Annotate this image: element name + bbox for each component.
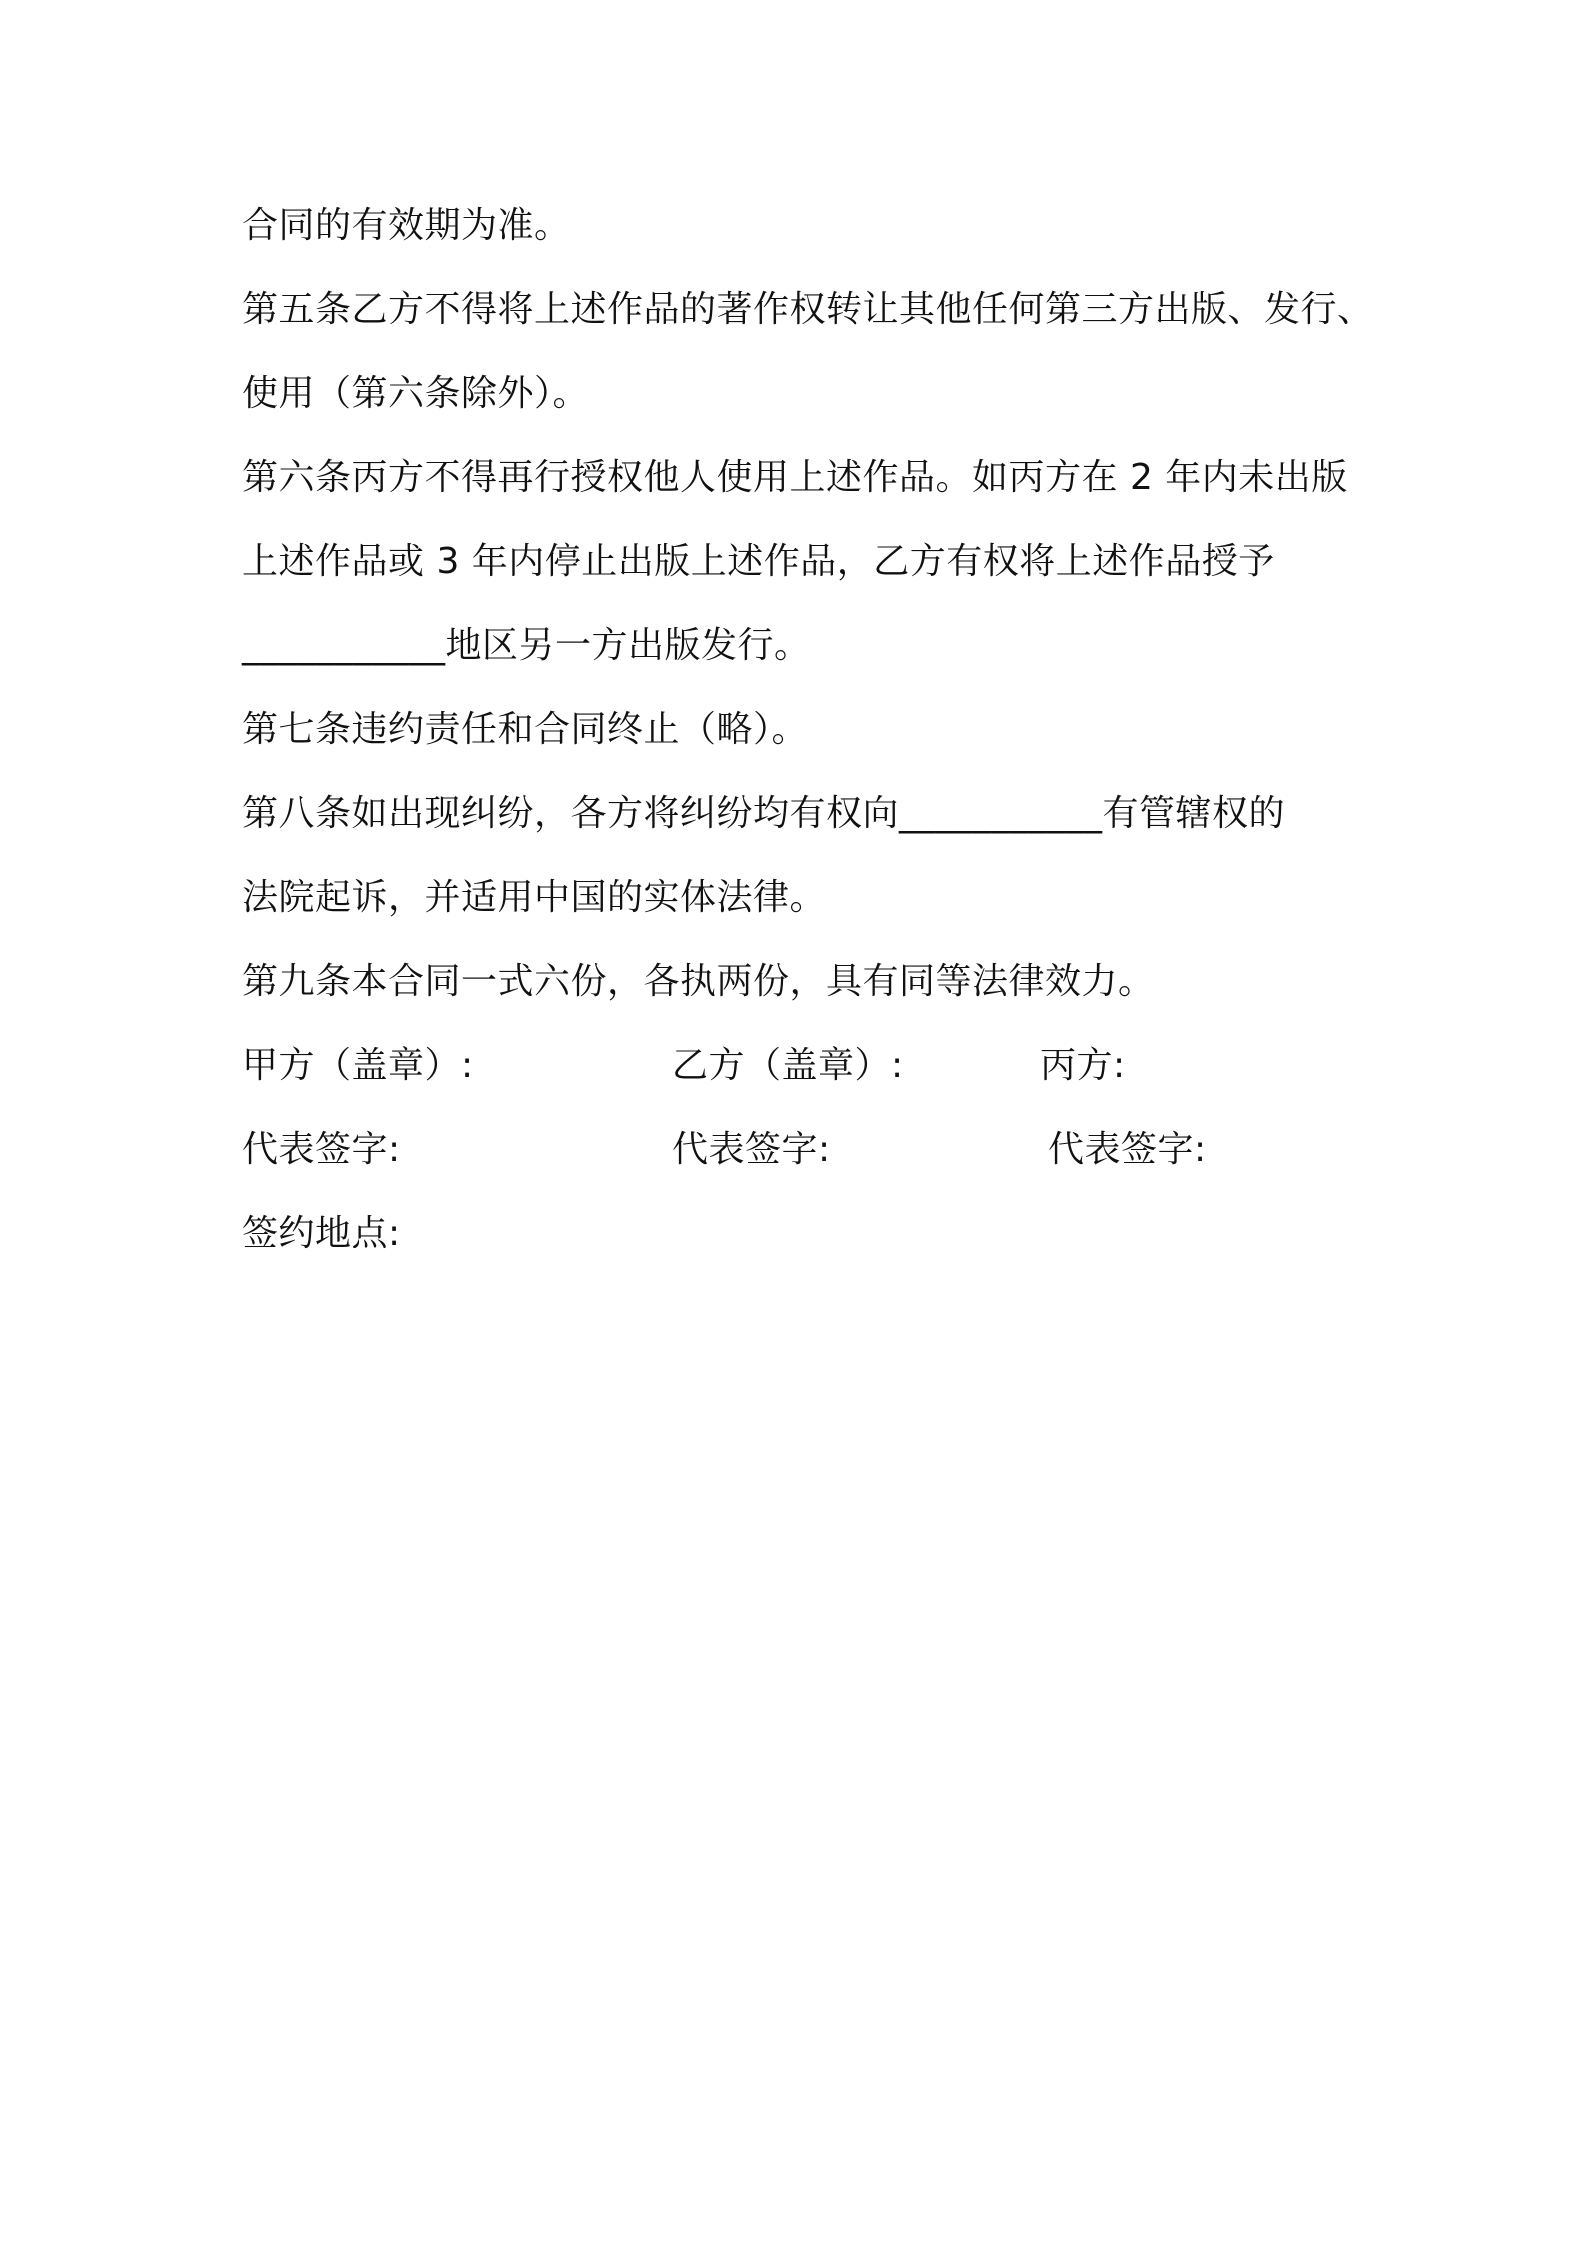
contract-text-line: 第七条违约责任和合同终止（略）。 [242, 709, 809, 750]
contract-text-line: 上述作品或 3 年内停止出版上述作品，乙方有权将上述作品授予 [242, 541, 1275, 582]
signing-location-label: 签约地点: [242, 1213, 401, 1254]
party-b-representative-label: 代表签字: [672, 1129, 831, 1170]
contract-text-line: 第八条如出现纠纷，各方将纠纷均有权向___________有管辖权的 [242, 793, 1286, 834]
contract-text-line: 法院起诉，并适用中国的实体法律。 [242, 877, 827, 918]
contract-text-line: ___________地区另一方出版发行。 [242, 625, 811, 666]
party-a-seal-label: 甲方（盖章）: [242, 1045, 474, 1086]
contract-text-line: 第五条乙方不得将上述作品的著作权转让其他任何第三方出版、发行、 [242, 289, 1374, 330]
party-a-representative-label: 代表签字: [242, 1129, 401, 1170]
contract-text-line: 使用（第六条除外）。 [242, 373, 590, 414]
contract-text-line: 合同的有效期为准。 [242, 205, 571, 246]
party-c-representative-label: 代表签字: [1048, 1129, 1207, 1170]
contract-text-line: 第九条本合同一式六份，各执两份，具有同等法律效力。 [242, 961, 1155, 1002]
party-c-label: 丙方: [1040, 1045, 1126, 1086]
contract-text-line: 第六条丙方不得再行授权他人使用上述作品。如丙方在 2 年内未出版 [242, 457, 1348, 498]
party-b-seal-label: 乙方（盖章）: [672, 1045, 904, 1086]
